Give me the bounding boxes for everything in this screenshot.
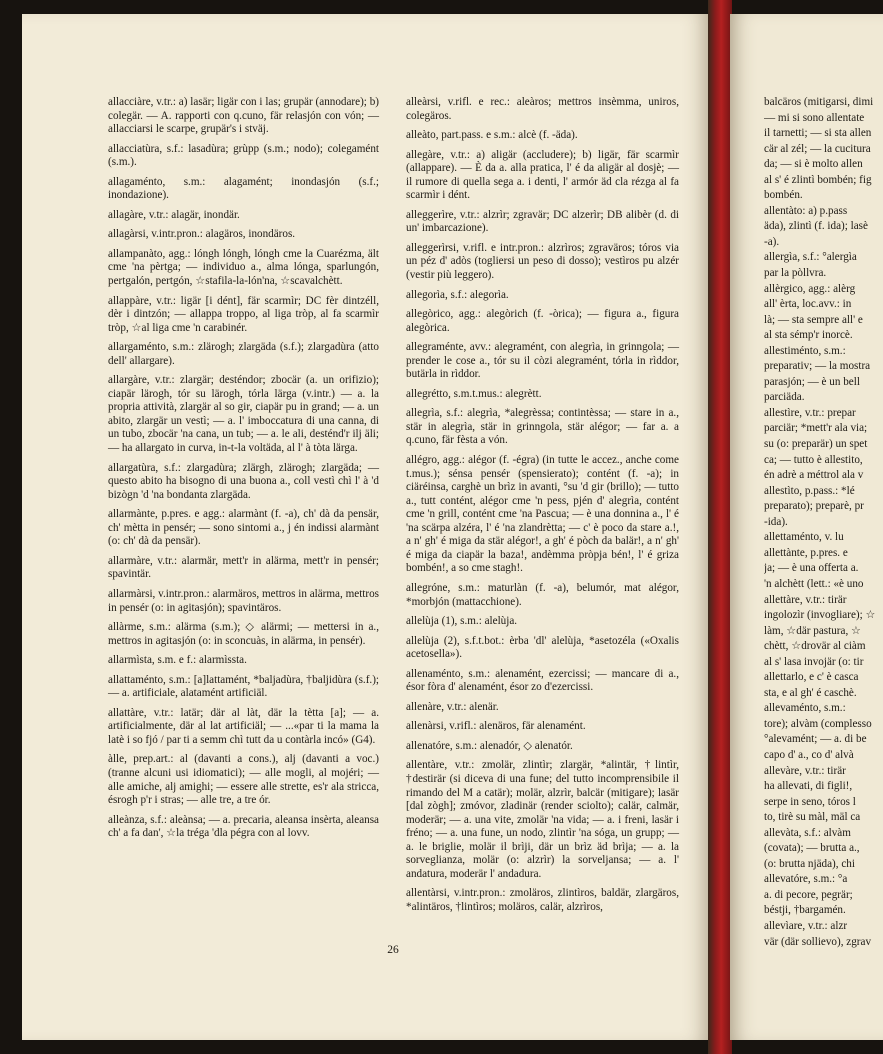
dictionary-entry: a. di pecore, pegrär;	[764, 888, 853, 901]
dictionary-entry: da; — si è molto allen	[764, 158, 863, 171]
dictionary-entry: capo d' a., co d' alvà	[764, 748, 854, 761]
dictionary-entry: al s' é zlintì bombén; fig	[764, 173, 872, 186]
dictionary-entry: allegróne, s.m.: maturlàn (f. -a), belumór, mat alégor, *morbjón (mattacchione).	[406, 581, 679, 608]
dictionary-entry: -ida).	[764, 515, 788, 528]
page-number: 26	[387, 944, 399, 956]
dictionary-entry: allevaménto, s.m.:	[764, 702, 846, 715]
dictionary-entry: ca; — tutto è allestito,	[764, 453, 863, 466]
dictionary-entry: allegraménte, avv.: alegramént, con alegrìa, in grinngola; — prender le cose a., tór su il còzi alegramént, tórla in rìddor, butärla in rìddor.	[406, 341, 679, 381]
dictionary-entry: äda), zlintì (f. ida); lasè	[764, 220, 868, 233]
dictionary-entry: allagaménto, s.m.: alagamént; inondasjón (s.f.; inondazione).	[108, 175, 379, 202]
dictionary-entry: allenàrsi, v.rifl.: alenäros, fär alenamént.	[406, 720, 586, 733]
dictionary-entry: (covata); — brutta a.,	[764, 842, 860, 855]
right-page	[730, 14, 883, 1040]
dictionary-entry: balcäros (mitigarsi, dimi	[764, 96, 874, 108]
left-page	[22, 14, 710, 1040]
dictionary-entry: °alevamént; — a. di be	[764, 733, 867, 746]
dictionary-entry: allevàta, s.f.: alvàm	[764, 826, 851, 839]
dictionary-entry: allegrìa, s.f.: alegrìa, *alegrèssa; contintèssa; — stare in a., stär in alegrìa, stär in grinngola, stär alégor; — far a. a q.cuno, fär fèsta a vón.	[406, 407, 679, 447]
dictionary-entry: én adrè a méttrol ala v	[764, 469, 864, 482]
dictionary-entry: àlle, prep.art.: al (davanti a cons.), alj (davanti a voc.) (tranne alcuni usi idiomatici); — alle mogli, al mojéri; — alle amiche, alj amighi; — essere alle strette, es'r ala stricca, ésrogh p'r i stras; — alle tre, a tre ór.	[108, 753, 379, 807]
dictionary-entry: allettaménto, v. lu	[764, 531, 844, 544]
dictionary-entry: cär al zél; — la cucitura	[764, 142, 871, 155]
dictionary-entry: allappàre, v.tr.: ligär [i dént], fär scarmìr; DC fèr dintzéll, dèr i dintzón; — allappa troppo, al liga tròp, al fa scarmìr tròp, ☆al liga cme 'n carabinér.	[108, 294, 379, 334]
dictionary-entry: allargaménto, s.m.: zlärogh; zlargäda (s.f.); zlargadùra (atto dell' allargare).	[108, 341, 379, 367]
dictionary-entry: allàrme, s.m.: alärma (s.m.); ◇ alärmi; — mettersi in a., mettros in agitasjón (o: in sconcuàs, in alärma, in pensér).	[108, 621, 379, 647]
dictionary-entry: allattaménto, s.m.: [a]lattamént, *baljadùra, †baljidùra (s.f.); — a. artificiale, alatamént artificiäl.	[108, 673, 379, 700]
dictionary-entry: parciäda.	[764, 391, 805, 404]
dictionary-entry: ja; — è una offerta a.	[764, 562, 859, 575]
dictionary-entry: allegàre, v.tr.: a) aligär (accludere); b) ligär, fär scarmìr (allappare). — È da a. alla pratica, l' é da aligär al dosjè; — il rumore di quella sega a. i denti, l' armór äd cla rézga al fa scarmìr i dént.	[406, 148, 679, 202]
dictionary-entry: allevatóre, s.m.: °a	[764, 873, 848, 886]
dictionary-entry: allentàto: a) p.pass	[764, 204, 848, 217]
dictionary-entry: to, tirè su màl, mäl ca	[764, 811, 861, 824]
dictionary-entry: al sta sémp'r inorcè.	[764, 329, 853, 342]
dictionary-entry: allelùja (1), s.m.: alelùja.	[406, 615, 518, 628]
dictionary-entry: allacciatùra, s.f.: lasadùra; grùpp (s.m.; nodo); colegamént (s.m.).	[108, 142, 379, 169]
dictionary-entry: làm, ☆där pastura, ☆	[764, 624, 862, 637]
dictionary-entry: allenaménto, s.m.: alenamént, ezercissi; — mancare di a., ésor fòra d' alenamént, ésor zo d'ezercissi.	[406, 667, 679, 694]
dictionary-entry: allettarlo, e c' è casca	[764, 671, 859, 684]
book-spine	[708, 0, 732, 1054]
dictionary-entry: allenatóre, s.m.: alenadór, ◇ alenatór.	[406, 739, 573, 752]
dictionary-entry: allestìre, v.tr.: prepar	[764, 406, 856, 419]
dictionary-entry: allèrgico, agg.: alèrg	[764, 282, 856, 295]
dictionary-entry: all' èrta, loc.avv.: in	[764, 298, 852, 311]
dictionary-entry: su (o: preparär) un spet	[764, 438, 868, 451]
dictionary-entry: serpe in seno, tóros l	[764, 795, 856, 808]
dictionary-entry: béstji, †bargamén.	[764, 904, 846, 917]
dictionary-entry: alleàrsi, v.rifl. e rec.: aleàros; mettros insèmma, uniros, colegäros.	[406, 96, 679, 122]
dictionary-entry: allattàre, v.tr.: latär; där al làt, där la tètta [a]; — a. artificialmente, där al lat artificiäl; — ...«par ti la mama la latè i so fjó / par ti a semm chì tutt da u contàrla incó» (G4).	[108, 706, 379, 746]
dictionary-entry: allampanàto, agg.: lóngh lóngh, lóngh cme la Cuarézma, ält cme 'na pèrtga; — individuo a., alma lónga, sparlungón, pertgalón, pertgón, ☆stafila-la-lón'na, ☆scavalchètt.	[108, 247, 379, 288]
dictionary-entry: bombén.	[764, 189, 803, 202]
dictionary-entry: allevàre, v.tr.: tirär	[764, 764, 846, 777]
dictionary-entry: -a).	[764, 235, 780, 248]
dictionary-entry: preparato); preparè, pr	[764, 500, 864, 513]
dictionary-entry: allelùja (2), s.f.t.bot.: èrba 'dl' alelùja, *asetozéla («Oxalis acetosella»).	[406, 634, 679, 661]
dictionary-entry: allagàrsi, v.intr.pron.: alagäros, inondäros.	[108, 228, 296, 241]
dictionary-entry: parasjón; — è un bell	[764, 375, 860, 388]
dictionary-entry: allargàre, v.tr.: zlargär; desténdor; zbocär (a. un orifizio); ciapär lärogh, tór su lärogh, tórla lärga (v.intr.) — a. la propria attività, zlargär al so gir, ciapär pu in grand; — a. un abito, zlargär un vestì; — a. l' imboccatura di una canna, di un tubo, zbocär 'na cana, un tub; — a. le ali, desténd'r ilj äli; — ha allargato in curva, in-t-la voltäda, al l' à tòta lärga.	[108, 374, 379, 455]
dictionary-entry: preparativ; — la mostra	[764, 360, 871, 373]
dictionary-entry: (o: brutta njäda), chi	[764, 857, 855, 870]
dictionary-entry: par la pòllvra.	[764, 267, 827, 280]
dictionary-entry: allestiménto, s.m.:	[764, 344, 846, 357]
dictionary-column-middle	[406, 96, 679, 920]
dictionary-entry: allarmàrsi, v.intr.pron.: alarmäros, mettros in alärma, mettros in pensér (o: in agitasjón); spavintäros.	[108, 587, 379, 614]
dictionary-entry: allegòrico, agg.: alegòrich (f. -òrica); — figura a., figura alegòrica.	[406, 308, 679, 334]
dictionary-entry: allevìare, v.tr.: alzr	[764, 919, 848, 932]
dictionary-entry: sta, e al gh' é caschè.	[764, 686, 857, 699]
dictionary-entry: ha allevati, di figli!,	[764, 780, 853, 793]
dictionary-entry: allentàrsi, v.intr.pron.: zmoläros, zlintìros, baldär, zlargäros, *alintäros, †lintìros; moläros, calär, alzrìros,	[406, 887, 679, 913]
dictionary-entry: allagàre, v.tr.: alagär, inondär.	[108, 208, 240, 221]
dictionary-entry: allettàre, v.tr.: tirär	[764, 593, 847, 606]
dictionary-entry: allargatùra, s.f.: zlargadùra; zlärgh, zlärogh; zlargäda; — questo abito ha bisogno di una buona a., coll vestì chì l' à 'd bizògn 'd 'na bondanta zlargäda.	[108, 461, 379, 501]
dictionary-entry: al s' lasa invojär (o: tir	[764, 655, 864, 668]
dictionary-entry: allestìto, p.pass.: *lé	[764, 484, 855, 497]
dictionary-entry: allarmàre, v.tr.: alarmär, mett'r in alärma, mett'r in pensér; spavintär.	[108, 554, 379, 581]
dictionary-entry: là; — sta sempre all' e	[764, 313, 863, 326]
dictionary-entry: alleggerìre, v.tr.: alzrìr; zgravär; DC alzerìr; DB alibèr (d. di un' imbarcazione).	[406, 208, 679, 235]
dictionary-column-left	[108, 96, 379, 847]
dictionary-entry: allacciàre, v.tr.: a) lasär; ligär con i las; grupär (annodare); b) colegär. — A. rapporti con q.cuno, fär relasjón con vón; — allacciarsi le scarpe, grupär's i stväj.	[108, 96, 379, 136]
dictionary-entry: chètt, ☆drovär al ciàm	[764, 640, 866, 653]
dictionary-entry: allettànte, p.pres. e	[764, 546, 848, 559]
dictionary-entry: allentàre, v.tr.: zmolär, zlintìr; zlargär, *alintär, †lintìr, †destirär (si diceva di una fune; del tutto incomprensibile il rimando del M a catär); molär, alzrìr, balcär (mitigare); lasär [dal zògh]; zmóvor, zladinär (render sciolto); calär, calmär, moderär; — a. una vite, zmolär 'na vida; — a. i freni, lasär i fréno; — a. una fune, un nodo, zlintìr 'na sóga, un grupp; — a. le briglie, molär il brìji, där un brìz äd brìja; — a. la sorveglianza, molär (o: alzrìr) la sorveljansa; — a. l' andatura, moderär l' andadura.	[406, 759, 679, 880]
dictionary-entry: — mi si sono allentate	[764, 111, 865, 124]
dictionary-entry: allegorìa, s.f.: alegorìa.	[406, 288, 509, 301]
dictionary-entry: allegrétto, s.m.t.mus.: alegrètt.	[406, 387, 542, 400]
dictionary-entry: alleànza, s.f.: aleànsa; — a. precaria, aleansa insèrta, aleansa ch' a fa dan', ☆la tréga 'dla pégra con al lovv.	[108, 813, 379, 840]
dictionary-entry: allergìa, s.f.: °alergìa	[764, 251, 857, 264]
dictionary-entry: allenàre, v.tr.: alenär.	[406, 700, 499, 713]
dictionary-entry: 'n alchètt (lett.: «è uno	[764, 577, 864, 590]
dictionary-entry: alleàto, part.pass. e s.m.: alcè (f. -äda).	[406, 129, 578, 142]
dictionary-entry: alleggerìrsi, v.rifl. e intr.pron.: alzrìros; zgraväros; tóros via un péz d' adòs (togliersi un peso di dosso); vestìros pu alzér (vestir più leggero).	[406, 241, 679, 282]
dictionary-entry: allarmànte, p.pres. e agg.: alarmànt (f. -a), ch' dà da pensär, ch' mètta in pensér; — sono sintomi a., j én indissi alarmànt (o: ch' dà da pensär).	[108, 508, 379, 548]
dictionary-entry: allarmìsta, s.m. e f.: alarmìssta.	[108, 654, 247, 667]
dictionary-column-right	[764, 96, 883, 951]
dictionary-entry: ingolozìr (invogliare); ☆	[764, 609, 876, 622]
dictionary-entry: parciär; *mett'r ala via;	[764, 422, 868, 435]
dictionary-entry: tore); alvàm (complesso	[764, 717, 872, 730]
dictionary-entry: allégro, agg.: alégor (f. -égra) (in tutte le accez., anche come t.mus.); sénsa pensér (spensierato); contént (f. -a); in ciäréinsa, carghè un brìz in avanti, °su 'd gir (brillo); — tutto a., tutt contént, alégor cme 'n pess, pjén d' alegrìa, contént cme 'n grill, contént cme 'na Pascua; — è una donnina a., l' é 'na scärpa alzéra, l' é 'na zlandrètta; — c' è poco da stare a.!, a n' gh' é miga da stär alégor!, a gh' é pòch da balär!, a n' gh' é miga da ciapär la baza!, andèmma pròpja bén!, l' é griza bombén!, a so cme stagh!.	[406, 454, 679, 575]
dictionary-entry: vär (där sollievo), zgrav	[764, 935, 872, 948]
dictionary-entry: il tarnetti; — si sta allen	[764, 127, 872, 140]
